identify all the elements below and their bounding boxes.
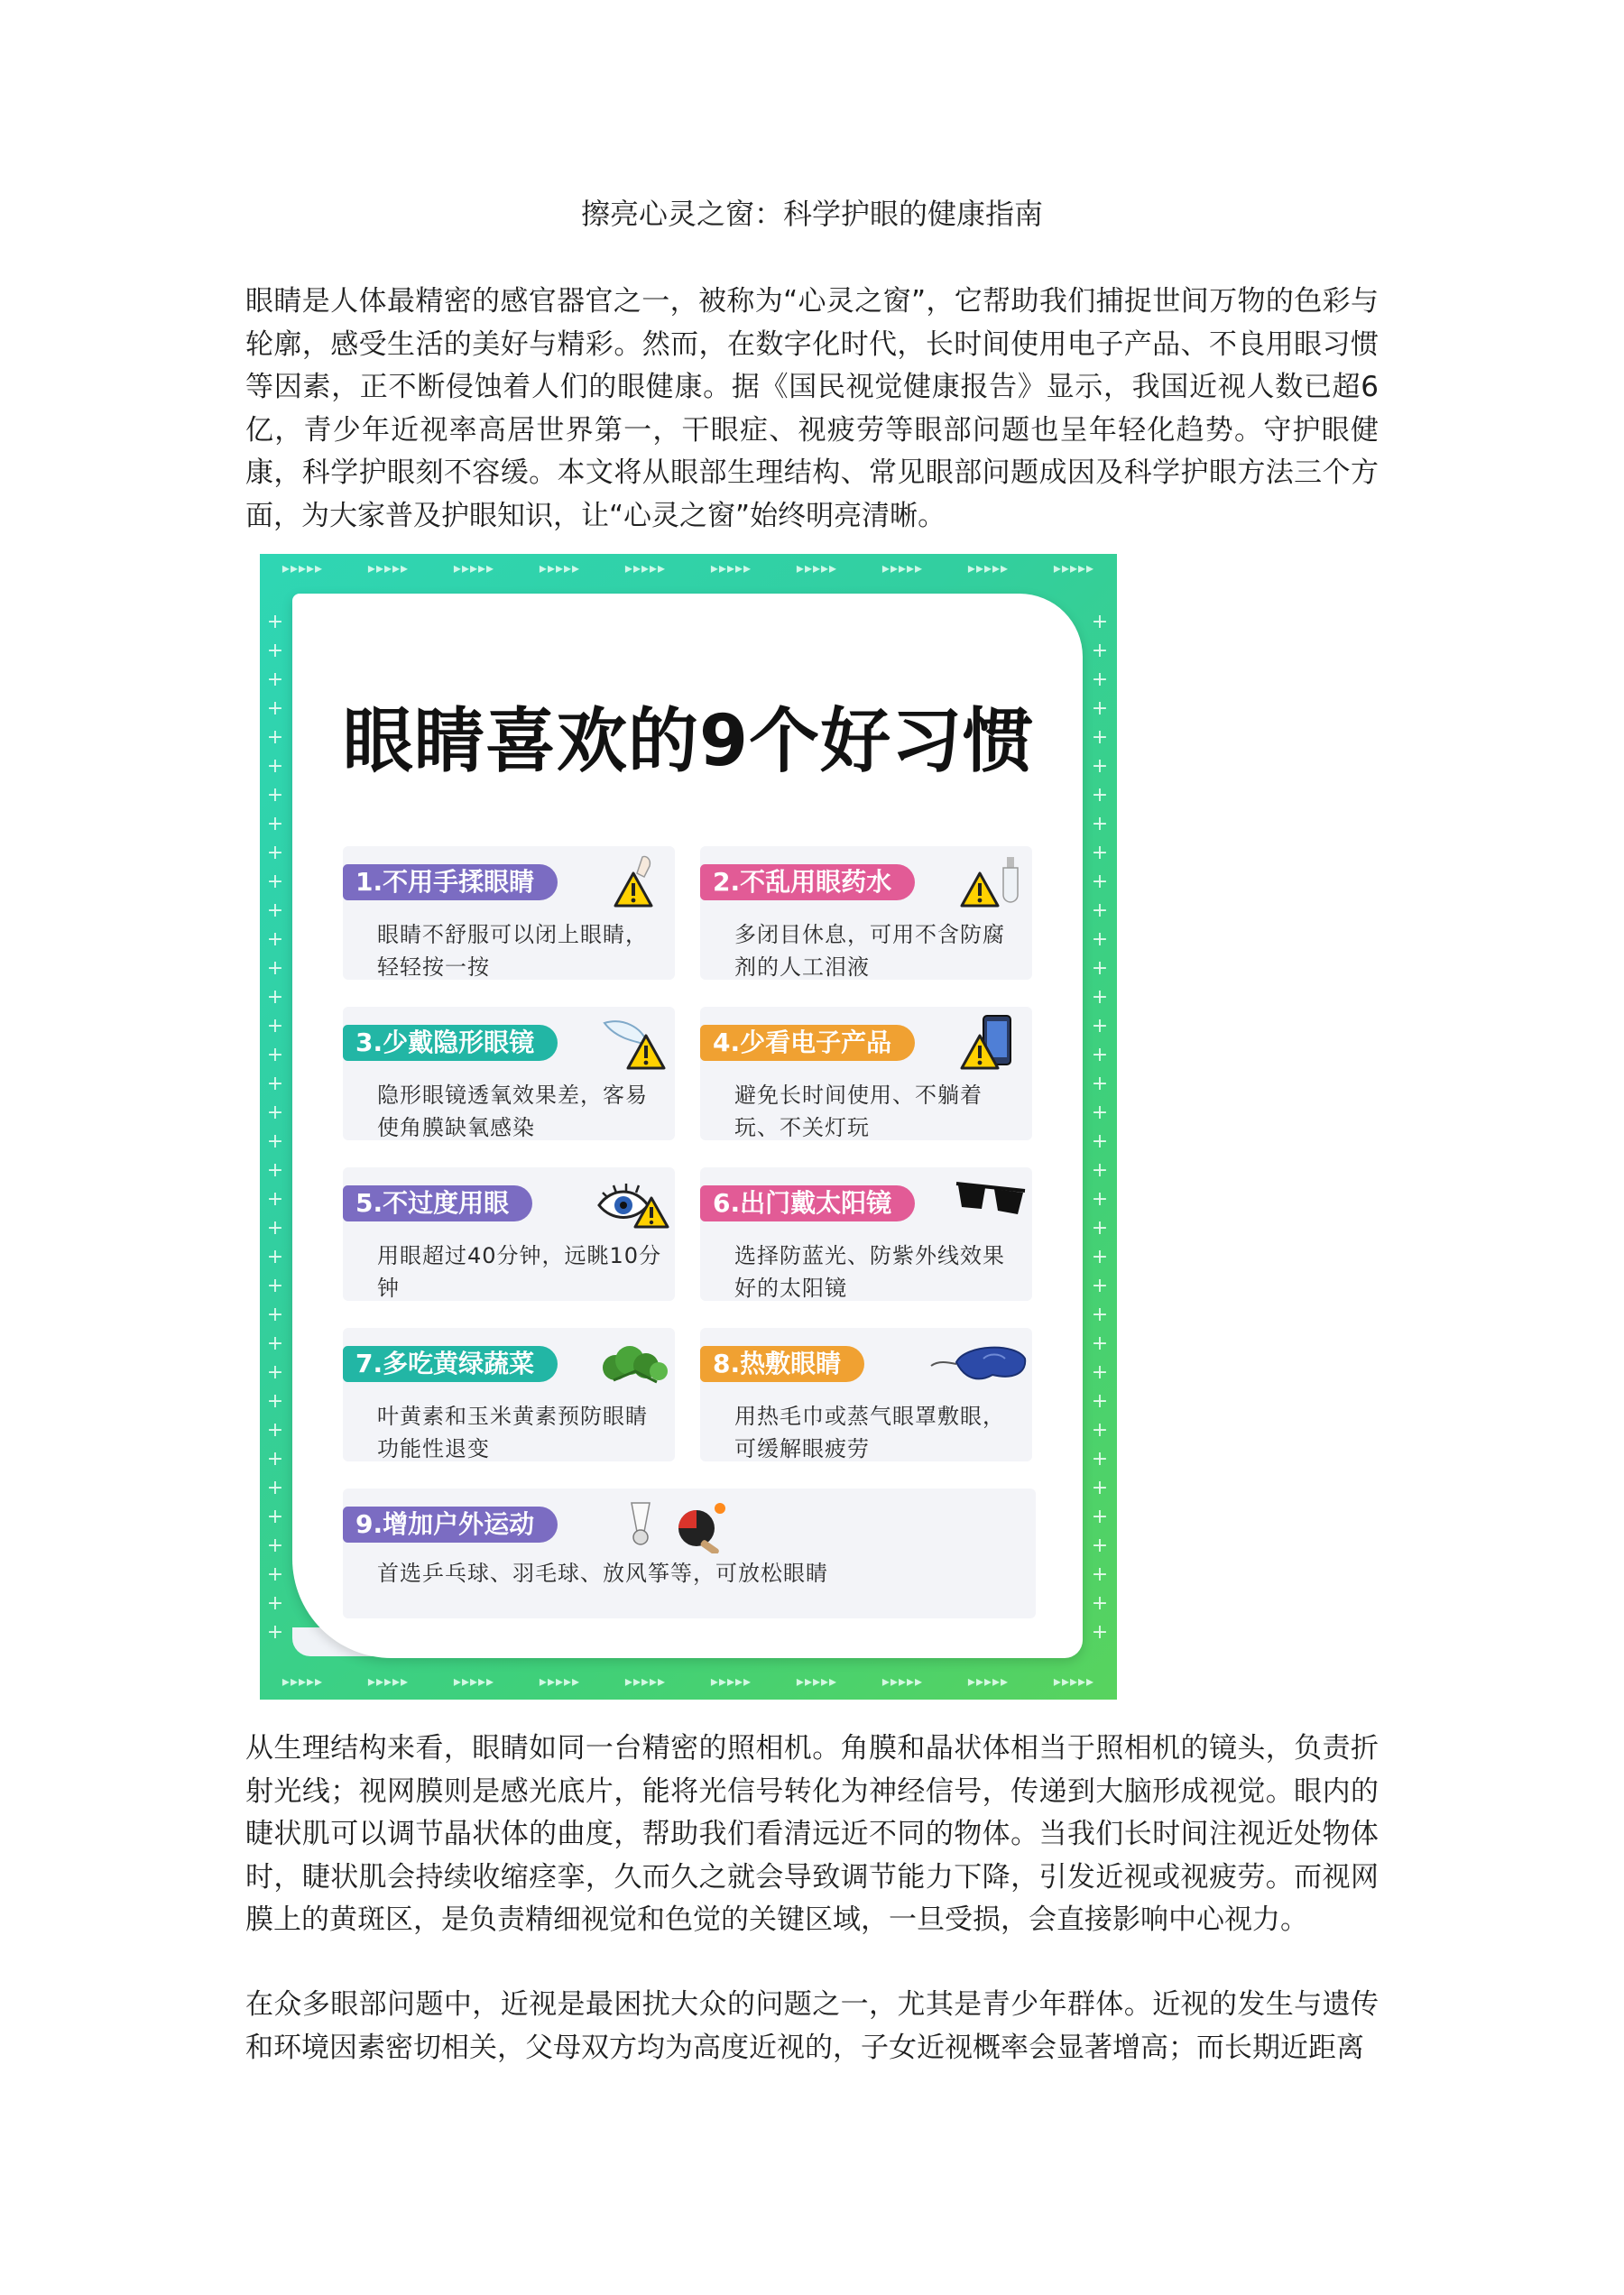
tip-text: 首选乒乓球、羽毛球、放风筝等，可放松眼睛: [377, 1561, 828, 1586]
warning-contact-lens-icon: [595, 1014, 671, 1072]
arrow-pattern-bottom: ▸▸▸▸▸ ▸▸▸▸▸ ▸▸▸▸▸ ▸▸▸▸▸ ▸▸▸▸▸ ▸▸▸▸▸ ▸▸▸▸▸ ▸▸▸▸▸ ▸▸▸▸▸ ▸▸▸▸▸: [281, 1673, 1095, 1690]
tip-label: 2.不乱用眼药水: [700, 864, 915, 900]
tip-text: 隐形眼镜透氧效果差，客易使角膜缺氧感染: [377, 1083, 648, 1140]
badminton-pingpong-icon: [614, 1496, 749, 1553]
tip-card-7: [343, 1328, 675, 1461]
eye-mask-icon: [929, 1335, 1029, 1393]
tip-card-4: [700, 1007, 1032, 1140]
problems-paragraph: 在众多眼部问题中，近视是最困扰大众的问题之一，尤其是青少年群体。近视的发生与遗传和环境因素密切相关，父母双方均为高度近视的，子女近视概率会显著增高；而长期近距离: [245, 1988, 1379, 2064]
tip-text: 叶黄素和玉米黄素预防眼睛功能性退变: [377, 1404, 648, 1461]
tip-card-2: [700, 846, 1032, 980]
tip-card-3: [343, 1007, 675, 1140]
tip-label: 5.不过度用眼: [343, 1185, 532, 1221]
tip-text: 多闭目休息，可用不含防腐剂的人工泪液: [734, 922, 1005, 980]
eye-habits-poster: [260, 554, 1117, 1700]
article-title: 擦亮心灵之窗：科学护眼的健康指南: [580, 197, 1043, 231]
tip-card-1: [343, 846, 675, 980]
tip-text: 选择防蓝光、防紫外线效果好的太阳镜: [734, 1243, 1005, 1301]
tip-text: 用眼超过40分钟，远眺10分钟: [377, 1243, 662, 1301]
warning-eyedrop-icon: [953, 853, 1029, 911]
tip-card-5: [343, 1167, 675, 1301]
tip-label: 7.多吃黄绿蔬菜: [343, 1346, 558, 1382]
tip-label: 4.少看电子产品: [700, 1025, 915, 1061]
arrow-pattern-top: ▸▸▸▸▸ ▸▸▸▸▸ ▸▸▸▸▸ ▸▸▸▸▸ ▸▸▸▸▸ ▸▸▸▸▸ ▸▸▸▸▸ ▸▸▸▸▸ ▸▸▸▸▸ ▸▸▸▸▸: [281, 559, 1095, 576]
intro-paragraph: 眼睛是人体最精密的感官器官之一，被称为“心灵之窗”，它帮助我们捕捉世间万物的色彩与轮廓，感受生活的美好与精彩。然而，在数字化时代，长时间使用电子产品、不良用眼习惯等因素，正不断侵蚀着人们的眼健康。据《国民视觉健康报告》显示，我国近视人数已超6亿，青少年近视率高居世界第一，干眼症、视疲劳等眼部问题也呈年轻化趋势。守护眼健康，科学护眼刻不容缓。本文将从眼部生理结构、常见眼部问题成因及科学护眼方法三个方面，为大家普及护眼知识，让“心灵之窗”始终明亮清晰。: [245, 285, 1379, 532]
tip-card-8: [700, 1328, 1032, 1461]
tip-text: 避免长时间使用、不躺着玩、不关灯玩: [734, 1083, 983, 1140]
sunglasses-icon: [953, 1175, 1029, 1232]
tip-label: 6.出门戴太阳镜: [700, 1185, 915, 1221]
eye-warning-icon: [595, 1175, 671, 1232]
warning-phone-icon: [953, 1014, 1029, 1072]
structure-paragraph: 从生理结构来看，眼睛如同一台精密的照相机。角膜和晶状体相当于照相机的镜头，负责折射光线；视网膜则是感光底片，能将光信号转化为神经信号，传递到大脑形成视觉。眼内的睫状肌可以调节晶状体的曲度，帮助我们看清远近不同的物体。当我们长时间注视近处物体时，睫状肌会持续收缩痉挛，久而久之就会导致调节能力下降，引发近视或视疲劳。而视网膜上的黄斑区，是负责精细视觉和色觉的关键区域，一旦受损，会直接影响中心视力。: [245, 1732, 1379, 1936]
tip-text: 用热毛巾或蒸气眼罩敷眼，可缓解眼疲劳: [734, 1404, 1005, 1461]
tip-label: 1.不用手揉眼睛: [343, 864, 558, 900]
tip-text: 眼睛不舒服可以闭上眼睛，轻轻按一按: [377, 922, 648, 980]
tip-label: 8.热敷眼睛: [700, 1346, 864, 1382]
poster-title: 眼睛喜欢的9个好习惯: [342, 701, 1035, 782]
tip-card-9: [343, 1489, 1036, 1618]
tip-label: 9.增加户外运动: [343, 1507, 558, 1543]
warning-hand-icon: [595, 853, 671, 911]
tip-label: 3.少戴隐形眼镜: [343, 1025, 558, 1061]
plus-pattern-left: + + + + + + + + + + + + + + + + + + + + + + + + + + + + + + + + + + + +: [266, 611, 284, 1644]
plus-pattern-right: + + + + + + + + + + + + + + + + + + + + + + + + + + + + + + + + + + + +: [1091, 611, 1109, 1644]
vegetable-icon: [595, 1335, 671, 1393]
tip-card-6: [700, 1167, 1032, 1301]
